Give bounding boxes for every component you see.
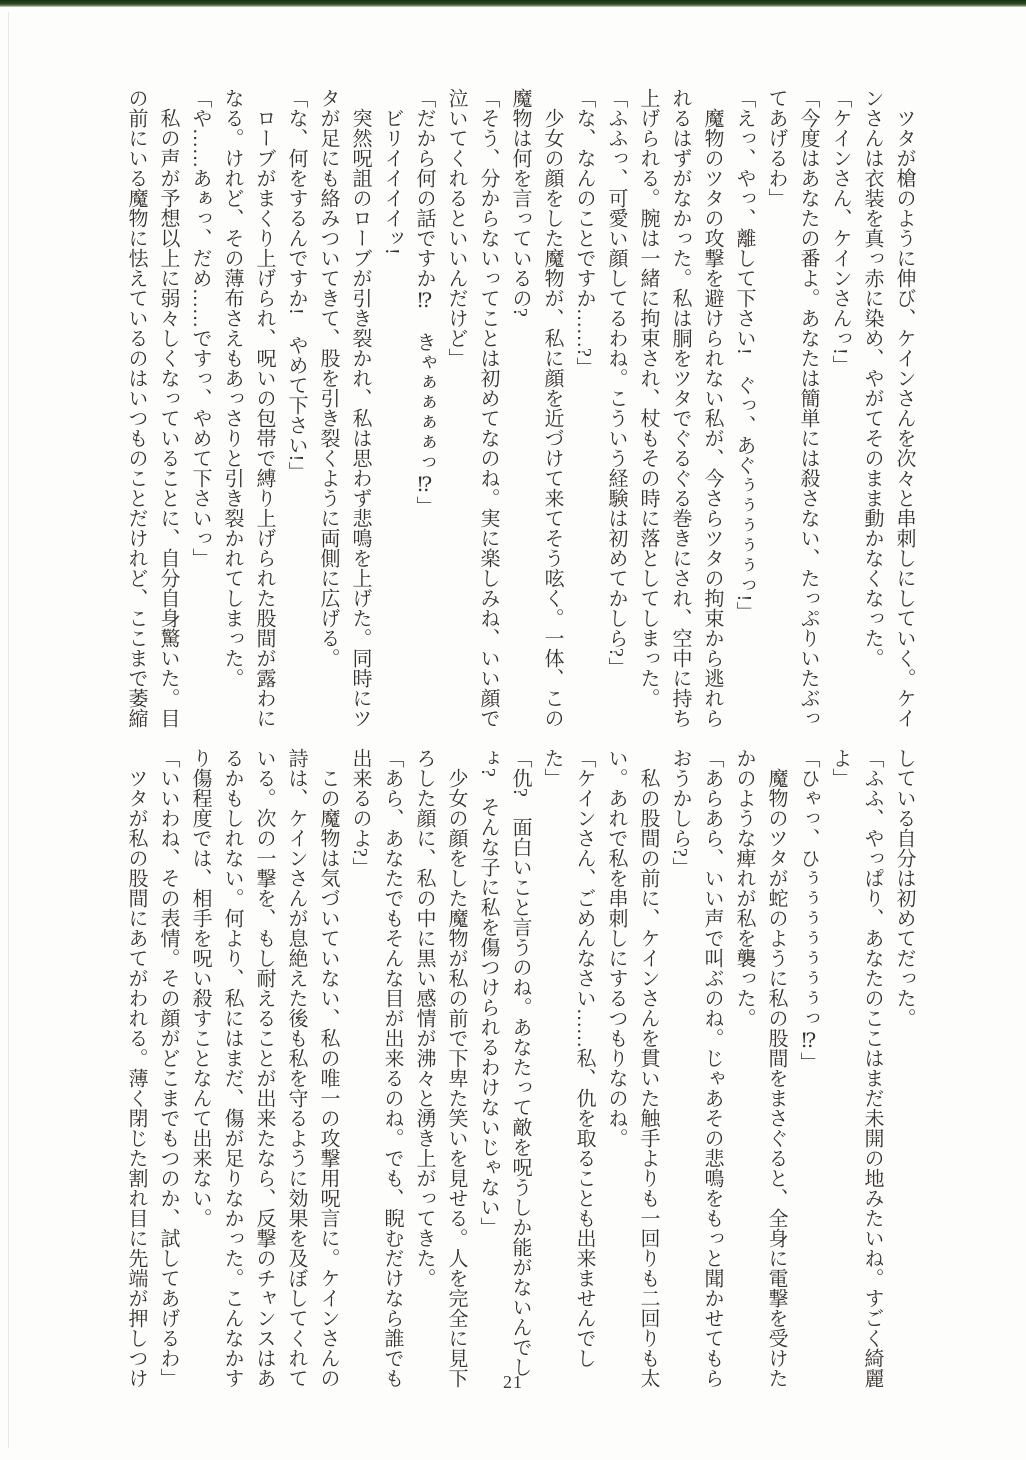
text-column: なる。けれど、その薄布さえもあっさりと引き裂かれてしまった。 — [221, 88, 243, 688]
text-column: てあげるわ」 — [765, 88, 787, 208]
text-column: 私の股間の前に、ケインさんを貫いた触手よりも一回りも二回りも太 — [637, 768, 659, 1388]
text-column: ローブがまくり上げられ、呪いの包帯で縛り上げられた股間が露わに — [253, 108, 275, 728]
text-column: 出来るのよ?」 — [349, 748, 371, 877]
text-column: 「そう、分からないってことは初めてなのね。実に楽しみね、いい顔で — [477, 88, 499, 728]
lower-text-block — [118, 748, 920, 1398]
text-column: り傷程度では、相手を呪い殺すことなんて出来ない。 — [189, 748, 211, 1228]
text-column: ろした顔に、私の中に黒い感情が沸々と湧き上がってきた。 — [413, 748, 435, 1288]
text-column: タが足にも絡みついてきて、股を引き裂くように両側に広げる。 — [317, 88, 339, 668]
text-column: 少女の顔をした魔物が私の前で下卑た笑いを見せる。人を完全に見下 — [445, 768, 467, 1388]
text-column: 「な、何をするんですか! やめて下さい!」 — [285, 88, 307, 482]
text-column: 少女の顔をした魔物が、私に顔を近づけて来てそう呟く。一体、この — [541, 108, 563, 728]
text-column: 「だから何の話ですか⁉ きゃぁぁぁぁっ⁉」 — [413, 88, 435, 516]
text-column: 魔物のツタの攻撃を避けられない私が、今さらツタの拘束から逃れら — [701, 108, 723, 728]
text-column: 「いいわね、その表情。その顔がどこまでもつのか、試してあげるわ」 — [157, 748, 179, 1388]
text-column: 私の声が予想以上に弱々しくなっていることに、自分自身驚いた。目 — [157, 108, 179, 728]
page-top-scan-band — [0, 0, 1026, 7]
text-column: ンさんは衣装を真っ赤に染め、やがてそのまま動かなくなった。 — [861, 88, 883, 668]
scan-edge-artifact — [8, 12, 9, 1448]
text-column: い。あれで私を串刺しにするつもりなのね。 — [605, 748, 627, 1148]
text-column: 「ふふっ、可愛い顔してるわね。こういう経験は初めてかしら?」 — [605, 88, 627, 677]
text-column: ツタが私の股間にあてがわれる。薄く閉じた割れ目に先端が押しつけ — [125, 768, 147, 1388]
text-column: 「あら、あなたでもそんな目が出来るのね。でも、睨むだけなら誰でも — [381, 748, 403, 1388]
text-column: 魔物のツタが蛇のように私の股間をまさぐると、全身に電撃を受けた — [765, 768, 787, 1388]
text-column: 「今度はあなたの番よ。あなたは簡単には殺さない、たっぷりいたぶっ — [797, 88, 819, 728]
text-column: るかもしれない。何より、私にはまだ、傷が足りなかった。こんなかす — [221, 748, 243, 1388]
text-column: 「えっ、やっ、離して下さい! ぐっ、あぐぅぅぅぅぅっ!」 — [733, 88, 755, 622]
text-column: 「や……あぁっ、だめ……ですっ、やめて下さいっ」 — [189, 88, 211, 568]
text-column: 「な、なんのことですか……?」 — [573, 88, 595, 377]
text-column: いる。次の一撃を、もし耐えることが出来たなら、反撃のチャンスはあ — [253, 748, 275, 1388]
text-column: 詩は、ケインさんが息絶えた後も私を守るように効果を及ぼしてくれて — [285, 748, 307, 1388]
text-column: おうかしら?」 — [669, 748, 691, 877]
text-column: た」 — [541, 748, 563, 788]
text-column: している自分は初めてだった。 — [893, 748, 915, 1028]
text-column: 「ひゃっ、ひぅぅぅぅぅぅぅっ⁉」 — [797, 748, 819, 1072]
text-column: かのような痺れが私を襲った。 — [733, 748, 755, 1028]
text-column: の前にいる魔物に怯えているのはいつものことだけれど、ここまで萎縮 — [125, 88, 147, 728]
text-column: ょ? そんな子に私を傷つけられるわけないじゃない」 — [477, 748, 499, 1237]
text-column: 魔物は何を言っているの? — [509, 88, 531, 317]
text-column: 突然呪詛のローブが引き裂かれ、私は思わず悲鳴を上げた。同時にツ — [349, 108, 371, 728]
upper-text-block — [118, 88, 920, 738]
text-column: よ」 — [829, 748, 851, 788]
text-column: れるはずがなかった。私は胴をツタでぐるぐる巻きにされ、空中に持ち — [669, 88, 691, 728]
text-column: 「ケインさん、ごめんなさい……私、仇を取ることも出来ませんでし — [573, 748, 595, 1368]
text-column: 「仇? 面白いこと言うのね。あなたって敵を呪うしか能がないんでし — [509, 748, 531, 1377]
text-column: ビリイイイイッ! — [381, 108, 403, 255]
text-column: 泣いてくれるといいんだけど」 — [445, 88, 467, 368]
text-column: 「あらあら、いい声で叫ぶのね。じゃあその悲鳴をもっと聞かせてもら — [701, 748, 723, 1388]
text-column: ツタが槍のように伸び、ケインさんを次々と串刺しにしていく。ケイ — [893, 108, 915, 728]
text-column: 上げられる。腕は一緒に拘束され、杖もその時に落としてしまった。 — [637, 88, 659, 708]
page-number: 21 — [503, 1372, 523, 1392]
text-column: この魔物は気づいていない、私の唯一の攻撃用呪言に。ケインさんの — [317, 768, 339, 1388]
text-column: 「ふふ、やっぱり、あなたのここはまだ未開の地みたいね。すごく綺麗 — [861, 748, 883, 1388]
text-column: 「ケインさん、ケインさんっ!」 — [829, 88, 851, 375]
